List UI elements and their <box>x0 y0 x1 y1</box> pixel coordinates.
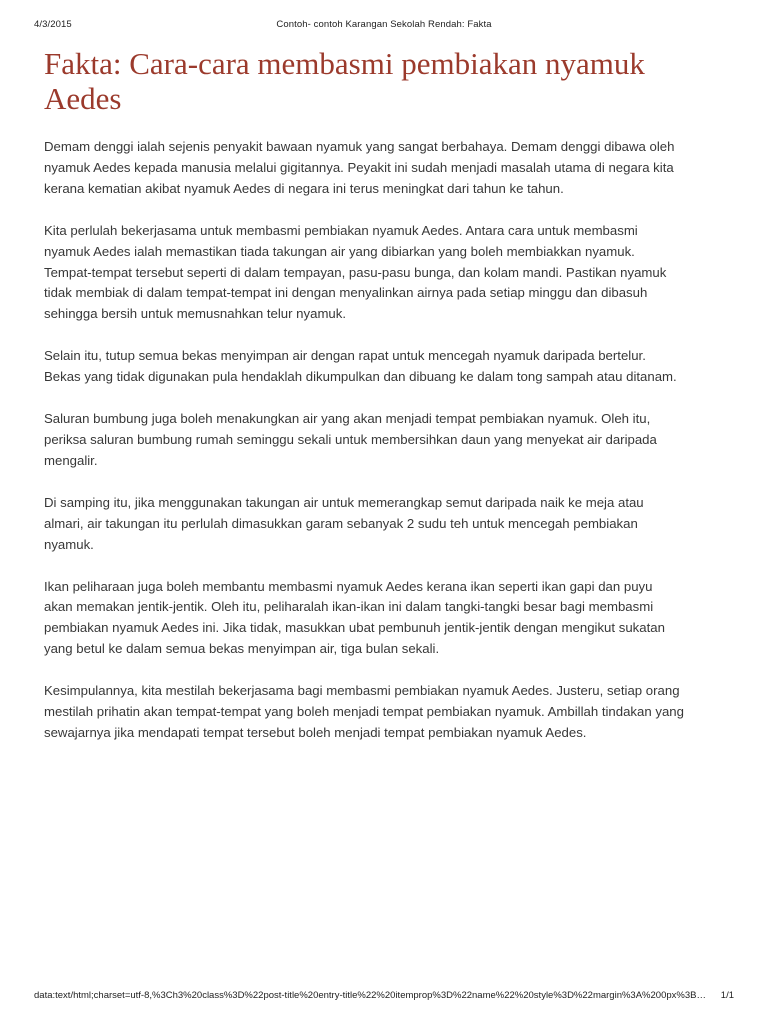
print-footer <box>34 990 734 1004</box>
post-title: Fakta: Cara-cara membasmi pembiakan nyamuk Aedes <box>44 46 645 116</box>
post-paragraph: Kita perlulah bekerjasama untuk membasmi pembiakan nyamuk Aedes. Antara cara untuk membasmi nyamuk Aedes ialah memastikan tiada takungan air yang dibiarkan yang boleh membiakkan nyamuk. Tempat-tempat tersebut seperti di dalam tempayan, pasu-pasu bunga, dan kolam mandi. Pastikan nyamuk tidak membiak di dalam tempat-tempat ini dengan menyalinkan airnya pada setiap minggu dan dibasuh sehingga bersih untuk memusnahkan telur nyamuk. <box>44 222 667 322</box>
post-paragraph: Selain itu, tutup semua bekas menyimpan air dengan rapat untuk mencegah nyamuk daripada bertelur. Bekas yang tidak digunakan pula hendaklah dikumpulkan dan dibuang ke dalam tong sampah atau ditanam. <box>44 348 677 385</box>
page-number: 1/1 <box>720 990 734 1001</box>
post-paragraph: Saluran bumbung juga boleh menakungkan air yang akan menjadi tempat pembiakan nyamuk. Oleh itu, periksa saluran bumbung rumah seminggu sekali untuk membersihkan daun yang menyekat air daripada mengalir. <box>44 411 657 468</box>
post-body <box>44 137 684 744</box>
post-paragraph: Di samping itu, jika menggunakan takungan air untuk memerangkap semut daripada naik ke meja atau almari, air takungan itu perlulah dimasukkan garam sebanyak 2 sudu teh untuk mencegah pembiakan nyamuk. <box>44 494 644 552</box>
blog-post <box>44 46 684 765</box>
post-paragraph: Demam denggi ialah sejenis penyakit bawaan nyamuk yang sangat berbahaya. Demam denggi dibawa oleh nyamuk Aedes kepada manusia melalui gigitannya. Peyakit ini sudah menjadi masalah utama di negara kita kerana kematian akibat nyamuk Aedes di negara ini terus meningkat dari tahun ke tahun. <box>44 139 675 196</box>
print-header <box>34 19 734 33</box>
print-date: 4/3/2015 <box>34 19 72 30</box>
print-document-title: Contoh- contoh Karangan Sekolah Rendah: Fakta <box>276 19 492 30</box>
print-source-url: data:text/html;charset=utf-8,%3Ch3%20class%3D%22post-title%20entry-title%22%20itemprop%3D%22name%22%20style%3D%22margin%3A%200px%3B%… <box>34 990 714 1001</box>
post-paragraph: Kesimpulannya, kita mestilah bekerjasama bagi membasmi pembiakan nyamuk Aedes. Justeru, setiap orang mestilah prihatin akan tempat-tempat yang boleh menjadi tempat pembiakan nyamuk. Ambillah tindakan yang sewajarnya jika mendapati tempat tersebut boleh menjadi tempat pembiakan nyamuk Aedes. <box>44 683 684 740</box>
post-paragraph: Ikan peliharaan juga boleh membantu membasmi nyamuk Aedes kerana ikan seperti ikan gapi dan puyu akan memakan jentik-jentik. Oleh itu, peliharalah ikan-ikan ini dalam tangki-tangki besar bagi membasmi pembiakan nyamuk Aedes ini. Jika tidak, masukkan ubat pembunuh jentik-jentik dengan mengikut sukatan yang betul ke dalam semua bekas menyimpan air, tiga bulan sekali. <box>44 578 665 657</box>
